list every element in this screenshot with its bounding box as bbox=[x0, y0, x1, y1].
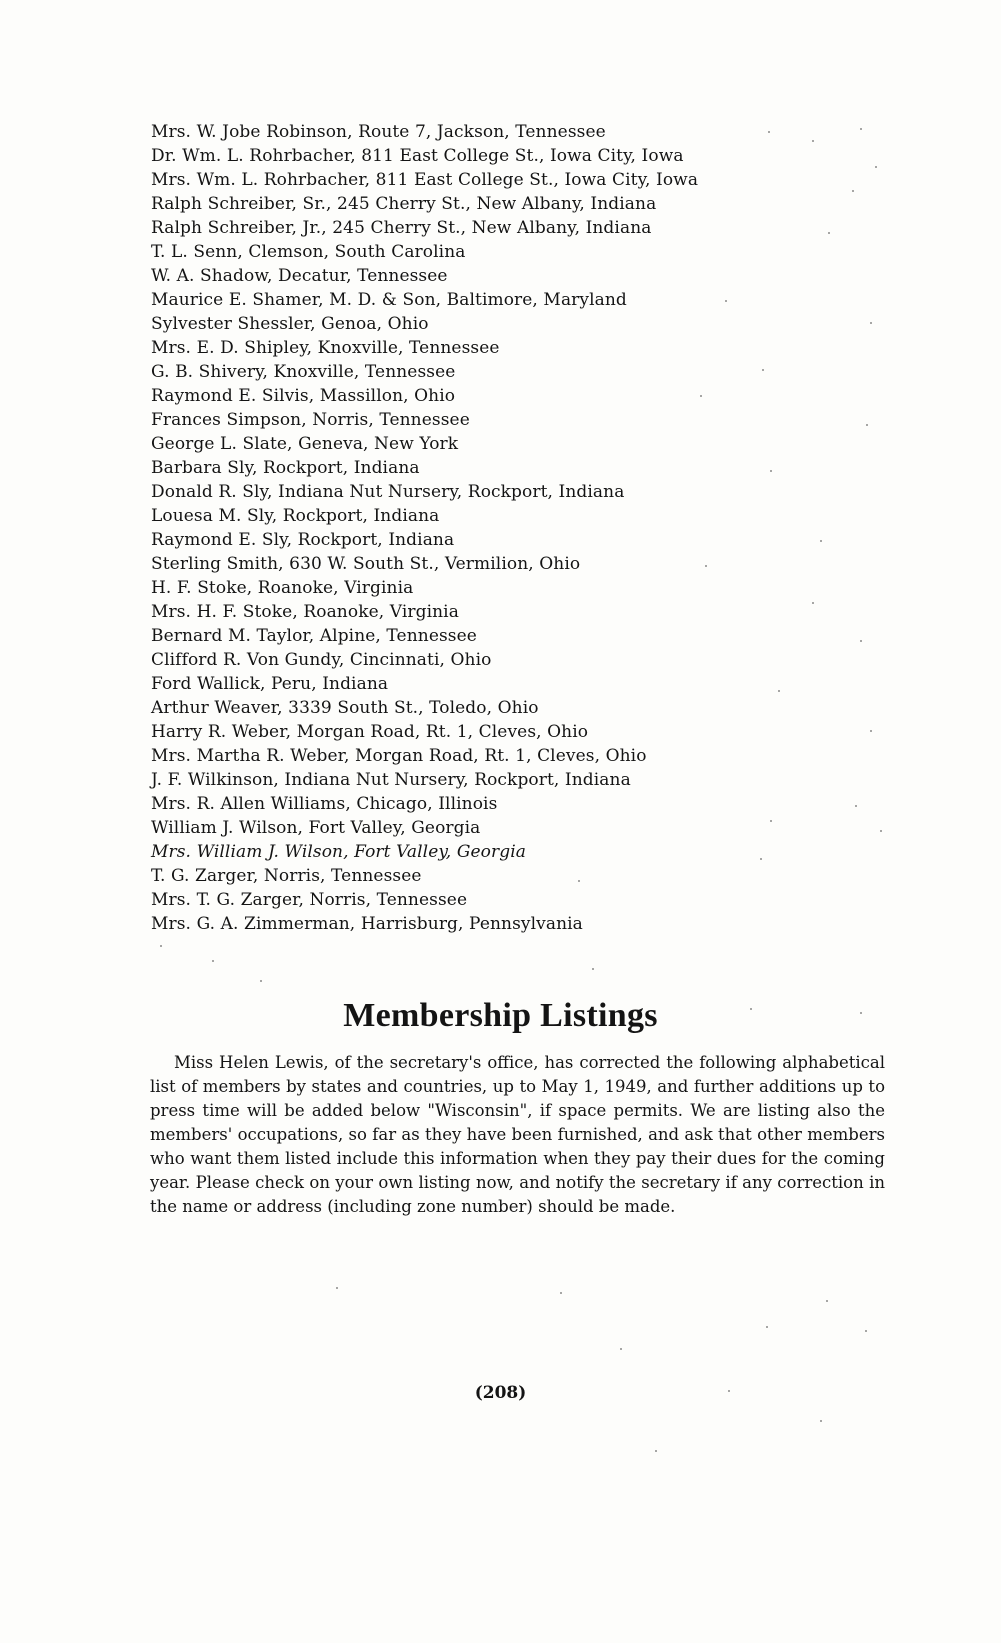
member-entry: W. A. Shadow, Decatur, Tennessee bbox=[151, 266, 448, 286]
member-entry: Sterling Smith, 630 W. South St., Vermilion, Ohio bbox=[151, 554, 581, 574]
member-entry: Mrs. H. F. Stoke, Roanoke, Virginia bbox=[151, 602, 459, 622]
member-entry: George L. Slate, Geneva, New York bbox=[151, 434, 459, 454]
member-entry: Raymond E. Sly, Rockport, Indiana bbox=[151, 530, 455, 550]
member-entry: Mrs. G. A. Zimmerman, Harrisburg, Pennsylvania bbox=[151, 914, 583, 934]
member-entry: Mrs. E. D. Shipley, Knoxville, Tennessee bbox=[151, 338, 500, 358]
member-entry: Maurice E. Shamer, M. D. & Son, Baltimore, Maryland bbox=[151, 290, 627, 310]
member-entry: Harry R. Weber, Morgan Road, Rt. 1, Cleves, Ohio bbox=[151, 722, 589, 742]
member-entry: Raymond E. Silvis, Massillon, Ohio bbox=[151, 386, 456, 406]
section-title: Membership Listings bbox=[343, 997, 658, 1034]
member-entry: William J. Wilson, Fort Valley, Georgia bbox=[151, 818, 481, 838]
member-entry: Bernard M. Taylor, Alpine, Tennessee bbox=[151, 626, 477, 646]
member-entry: Ralph Schreiber, Sr., 245 Cherry St., New Albany, Indiana bbox=[151, 194, 657, 214]
member-entry: Mrs. T. G. Zarger, Norris, Tennessee bbox=[151, 890, 468, 910]
member-entry: J. F. Wilkinson, Indiana Nut Nursery, Rockport, Indiana bbox=[151, 770, 631, 790]
member-entry: Mrs. William J. Wilson, Fort Valley, Georgia bbox=[151, 842, 526, 862]
member-entry: Dr. Wm. L. Rohrbacher, 811 East College St., Iowa City, Iowa bbox=[151, 146, 684, 166]
member-entry: G. B. Shivery, Knoxville, Tennessee bbox=[151, 362, 456, 382]
intro-paragraph: Miss Helen Lewis, of the secretary's office, has corrected the following alphabetical list of members by states and countries, up to May 1, 1949, and further additions up to press time will be added below "Wisconsin", if space permits. We are listing also the members' occupations, so far as they have been furnished, and ask that other members who want them listed include this information when they pay their dues for the coming year. Please check on your own listing now, and notify the secretary if any correction in the name or address (including zone number) should be made. bbox=[150, 1053, 885, 1216]
member-entry: T. L. Senn, Clemson, South Carolina bbox=[151, 242, 466, 262]
member-entry: Ralph Schreiber, Jr., 245 Cherry St., New Albany, Indiana bbox=[151, 218, 652, 238]
page-number: (208) bbox=[474, 1383, 527, 1403]
member-entry: Sylvester Shessler, Genoa, Ohio bbox=[151, 314, 429, 334]
member-entry: Mrs. Wm. L. Rohrbacher, 811 East College St., Iowa City, Iowa bbox=[151, 170, 699, 190]
member-entry: T. G. Zarger, Norris, Tennessee bbox=[151, 866, 422, 886]
member-entry: Mrs. W. Jobe Robinson, Route 7, Jackson, Tennessee bbox=[151, 122, 606, 142]
member-entry: Louesa M. Sly, Rockport, Indiana bbox=[151, 506, 440, 526]
member-entry: Clifford R. Von Gundy, Cincinnati, Ohio bbox=[151, 650, 492, 670]
member-entry: Barbara Sly, Rockport, Indiana bbox=[151, 458, 420, 478]
member-entry: Ford Wallick, Peru, Indiana bbox=[151, 674, 389, 694]
member-entry: Mrs. R. Allen Williams, Chicago, Illinois bbox=[151, 794, 498, 814]
member-entry: Donald R. Sly, Indiana Nut Nursery, Rockport, Indiana bbox=[151, 482, 625, 502]
member-entry: H. F. Stoke, Roanoke, Virginia bbox=[151, 578, 414, 598]
member-entry: Arthur Weaver, 3339 South St., Toledo, Ohio bbox=[151, 698, 539, 718]
member-entry: Frances Simpson, Norris, Tennessee bbox=[151, 410, 470, 430]
member-list bbox=[151, 120, 911, 936]
member-entry: Mrs. Martha R. Weber, Morgan Road, Rt. 1, Cleves, Ohio bbox=[151, 746, 647, 766]
